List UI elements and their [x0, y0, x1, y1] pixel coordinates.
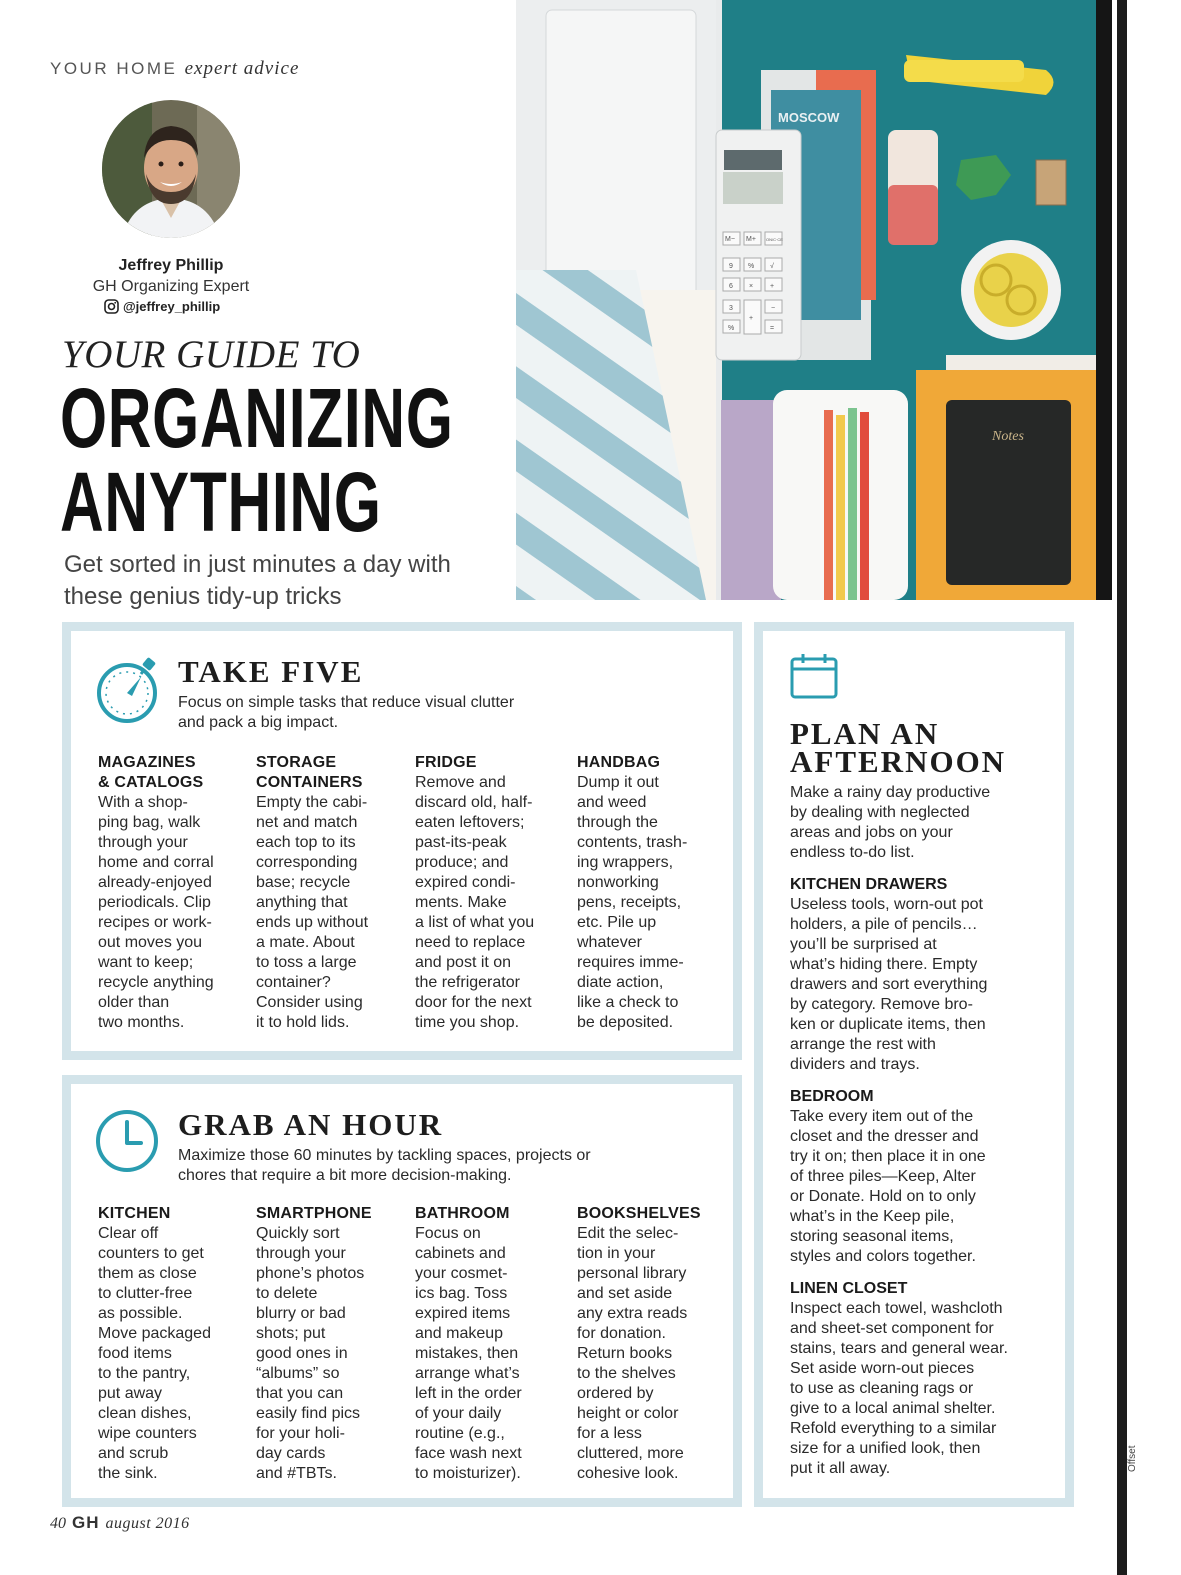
column-body: Edit the selec- tion in your personal library and set aside any extra reads for donation. Return books to the shelves ordered by height or color for a less cluttered, more cohesive look.: [577, 1225, 688, 1482]
calc-key: 9: [729, 263, 733, 270]
notebook-label: MOSCOW: [778, 110, 840, 125]
plan-item-heading: BEDROOM: [790, 1088, 874, 1105]
magazine-name: GH: [72, 1513, 100, 1532]
column-body: Remove and discard old, half- eaten leftovers; past-its-peak produce; and expired condi- ments. Make a list of what you need to replace and post it on the refrigerator door for the next time you shop.: [415, 774, 535, 1031]
plan-title-line-1: PLAN AN: [790, 716, 940, 751]
page-spine-edge: [1117, 0, 1127, 1575]
grab-an-hour-column: [577, 1204, 727, 1484]
expert-handle-row: [104, 299, 220, 314]
stopwatch-icon: [94, 653, 164, 723]
column-heading: BOOKSHELVES: [577, 1205, 701, 1222]
section-kicker: [50, 58, 299, 80]
plan-item-body: Take every item out of the closet and the dresser and try it on; then place it in one of three piles—Keep, Alter or Donate. Hold on to only what’s in the Keep pile, storing seasonal items, styles and colors together.: [790, 1108, 986, 1265]
column-heading: MAGAZINES & CATALOGS: [98, 754, 204, 791]
calc-key: √: [770, 263, 774, 270]
take-five-column: [415, 753, 565, 1033]
expert-title: GH Organizing Expert: [92, 278, 250, 295]
column-heading: SMARTPHONE: [256, 1205, 372, 1222]
calc-key: ON/C·CE: [766, 237, 783, 242]
calc-key: M−: [725, 236, 735, 243]
section-label: YOUR HOME: [50, 59, 178, 78]
take-five-intro: Focus on simple tasks that reduce visual clutter and pack a big impact.: [178, 694, 515, 731]
calc-key: M+: [746, 236, 756, 243]
page-number: 40: [50, 1515, 66, 1532]
calc-key: ×: [749, 283, 754, 290]
grab-an-hour-column: [415, 1204, 565, 1484]
plan-item: [790, 1279, 1050, 1479]
plan-item-body: Useless tools, worn-out pot holders, a pile of pencils… you’ll be surprised at what’s hiding there. Empty drawers and sort everything by category. Remove bro- ken or duplicate items, then arrange the rest with dividers and trays.: [790, 896, 988, 1073]
column-body: Empty the cabi- net and match each top to its corresponding base; recycle anything that ends up without a mate. About to toss a large container? Consider using it to hold lids.: [256, 794, 369, 1031]
calc-key: −: [771, 305, 776, 312]
column-body: With a shop- ping bag, walk through your home and corral already-enjoyed periodicals. Clip recipes or work- out moves you want to keep; recycle anything older than two months.: [98, 794, 214, 1031]
headline-line-1: ORGANIZING: [60, 371, 454, 465]
take-five-title: TAKE FIVE: [178, 654, 364, 689]
column-body: Dump it out and weed through the contents, trash- ing wrappers, nonworking pens, receipts, etc. Pile up whatever requires imme- diate action, like a check to be deposited.: [577, 774, 688, 1031]
plan-item-heading: LINEN CLOSET: [790, 1280, 908, 1297]
column-heading: BATHROOM: [415, 1205, 510, 1222]
grab-an-hour-column: [256, 1204, 406, 1484]
column-body: Focus on cabinets and your cosmet- ics bag. Toss expired items and makeup mistakes, then arrange what’s left in the order of your daily routine (e.g., face wash next to moisturizer).: [415, 1225, 522, 1482]
plan-item: [790, 875, 1050, 1075]
plan-item-heading: KITCHEN DRAWERS: [790, 876, 948, 893]
column-heading: KITCHEN: [98, 1205, 171, 1222]
grab-an-hour-title: GRAB AN HOUR: [178, 1107, 444, 1142]
calc-key: +: [770, 283, 775, 290]
headline-subtitle: Get sorted in just minutes a day with these genius tidy-up tricks: [64, 551, 451, 610]
plan-title-line-2: AFTERNOON: [790, 744, 1007, 779]
photo-credit: Offset: [1127, 1445, 1138, 1472]
desk-flatlay-illustration: [516, 0, 1112, 600]
calc-key: +: [749, 315, 754, 322]
calc-key: %: [728, 325, 735, 332]
grab-an-hour-box: [62, 1075, 742, 1507]
take-five-column: [98, 753, 248, 1033]
take-five-column: [256, 753, 406, 1033]
desk-supplies-photo: [516, 0, 1112, 600]
grab-an-hour-intro: Maximize those 60 minutes by tackling spaces, projects or chores that require a bit more decision-making.: [178, 1147, 591, 1184]
headline-line-2: ANYTHING: [60, 455, 382, 549]
expert-name: Jeffrey Phillip: [118, 257, 224, 274]
calendar-icon: [789, 651, 839, 701]
expert-avatar: [102, 100, 240, 238]
plan-intro: Make a rainy day productive by dealing with neglected areas and jobs on your endless to-do list.: [790, 784, 991, 861]
column-body: Clear off counters to get them as close to clutter-free as possible. Move packaged food items to the pantry, put away clean dishes, wipe counters and scrub the sink.: [98, 1225, 211, 1482]
instagram-handle: @jeffrey_phillip: [123, 299, 221, 314]
grab-an-hour-column: [98, 1204, 248, 1484]
calc-key: =: [770, 325, 775, 332]
plan-an-afternoon-box: [754, 622, 1074, 1507]
column-body: Quickly sort through your phone’s photos to delete blurry or bad shots; put good ones in “albums” so that you can easily find pics for your holi- day cards and #TBTs.: [256, 1225, 365, 1482]
subsection-label: expert advice: [184, 58, 300, 79]
plan-item: [790, 1087, 1050, 1267]
plan-item-body: Inspect each towel, washcloth and sheet-set component for stains, tears and general wear. Set aside worn-out pieces to use as cleaning rags or give to a local animal shelter. Refold everything to a similar size for a unified look, then put it all away.: [790, 1300, 1008, 1477]
clock-icon: [94, 1108, 160, 1174]
calc-key: 3: [729, 305, 733, 312]
take-five-column: [577, 753, 727, 1033]
notes-label: Notes: [992, 429, 1024, 444]
plan-content: [790, 783, 1050, 1479]
calc-key: %: [748, 263, 755, 270]
issue-date: august 2016: [105, 1515, 190, 1532]
take-five-box: [62, 622, 742, 1060]
column-heading: FRIDGE: [415, 754, 477, 771]
instagram-icon: [104, 299, 119, 314]
headline-kicker: YOUR GUIDE TO: [62, 333, 361, 376]
page-folio: [50, 1513, 190, 1533]
expert-portrait: [102, 100, 240, 238]
column-heading: HANDBAG: [577, 754, 661, 771]
column-heading: STORAGE CONTAINERS: [256, 754, 363, 791]
calc-key: 6: [729, 283, 733, 290]
